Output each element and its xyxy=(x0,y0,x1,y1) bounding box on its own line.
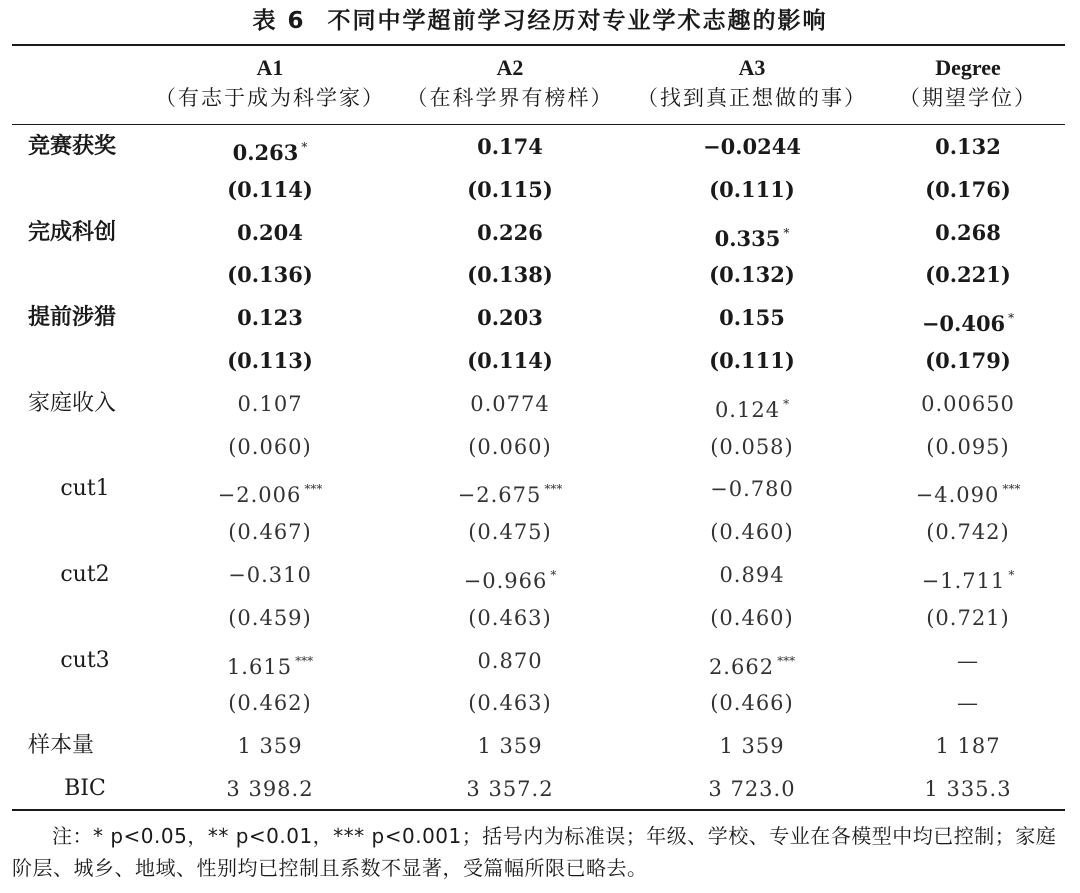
table-cell xyxy=(868,682,1068,725)
table-cell xyxy=(652,554,852,597)
table-cell xyxy=(170,169,370,212)
table-cell xyxy=(652,426,852,469)
row-label xyxy=(28,682,168,725)
cell-value: −0.406 xyxy=(921,311,1006,337)
table-title xyxy=(0,6,1080,36)
cell-value: (0.460) xyxy=(710,520,794,545)
significance-mark: *** xyxy=(295,653,314,668)
table-cell xyxy=(868,554,1068,597)
table-cell xyxy=(170,682,370,725)
table-cell xyxy=(868,725,1068,768)
cell-value: (0.462) xyxy=(228,691,312,716)
cell-value: 1 335.3 xyxy=(924,777,1012,801)
table-cell xyxy=(868,597,1068,640)
column-desc: （找到真正想做的事） xyxy=(637,86,867,110)
table-row xyxy=(0,340,1080,383)
cell-value: (0.113) xyxy=(227,348,313,373)
cell-value: 0.894 xyxy=(719,563,785,587)
table-cell xyxy=(868,768,1068,811)
column-code: A3 xyxy=(738,55,766,80)
column-code: A2 xyxy=(496,55,524,80)
cell-value: 3 357.2 xyxy=(466,777,554,801)
table-cell xyxy=(410,169,610,212)
cell-value: 3 723.0 xyxy=(708,777,796,801)
cell-value: 0.132 xyxy=(935,134,1001,159)
cell-value: −2.006 xyxy=(217,483,302,508)
table-cell xyxy=(652,511,852,554)
table-note: 注：* p<0.05，** p<0.01，*** p<0.001；括号内为标准误；年级、学校、专业在各模型中均已控制；家庭阶层、城乡、地域、性别均已控制且系数不显著，受篇幅所限已略去。 xyxy=(12,824,1057,880)
row-label: 样本量 xyxy=(28,733,95,759)
cell-value: (0.095) xyxy=(926,434,1010,459)
cell-value: −0.0244 xyxy=(703,134,801,159)
column-header-degree xyxy=(868,53,1068,115)
table-cell xyxy=(170,640,370,683)
cell-value: 1 359 xyxy=(237,734,303,759)
cell-value: 1 187 xyxy=(935,734,1001,759)
cell-value: 1.615 xyxy=(226,654,293,679)
column-code: Degree xyxy=(935,55,1001,80)
significance-mark: * xyxy=(783,225,790,240)
cell-value: — xyxy=(957,691,979,716)
table-caption: 不同中学超前学习经历对专业学术志趣的影响 xyxy=(327,8,828,34)
table-cell xyxy=(868,468,1068,511)
column-desc: （在科学界有榜样） xyxy=(406,86,614,110)
table-cell xyxy=(410,126,610,169)
table-cell xyxy=(652,340,852,383)
table-cell xyxy=(652,682,852,725)
cell-value: 3 398.2 xyxy=(226,777,314,801)
cell-value: (0.115) xyxy=(467,176,553,202)
table-cell xyxy=(170,383,370,426)
table-row xyxy=(0,169,1080,212)
significance-mark: * xyxy=(550,568,557,582)
table-cell xyxy=(410,640,610,683)
cell-value: (0.460) xyxy=(710,605,794,630)
cell-value: 0.123 xyxy=(237,305,303,331)
table-row xyxy=(0,682,1080,725)
row-label: cut2 xyxy=(60,562,110,587)
cell-value: 2.662 xyxy=(708,654,775,679)
table-cell xyxy=(652,383,852,426)
table-cell xyxy=(868,297,1068,340)
column-header-a1 xyxy=(155,53,385,115)
column-desc: （有志于成为科学家） xyxy=(155,86,385,110)
row-label xyxy=(28,340,168,383)
header-rule xyxy=(12,124,1065,125)
cell-value: (0.179) xyxy=(925,348,1011,373)
cell-value: (0.466) xyxy=(710,691,794,716)
cell-value: 0.335 xyxy=(714,225,781,251)
table-cell xyxy=(868,383,1068,426)
table-cell xyxy=(652,768,852,811)
table-cell xyxy=(652,725,852,768)
cell-value: (0.721) xyxy=(926,605,1010,630)
table-cell xyxy=(868,169,1068,212)
cell-value: 0.124 xyxy=(714,397,781,422)
table-cell xyxy=(868,254,1068,297)
cell-value: (0.058) xyxy=(710,434,794,459)
cell-value: −0.780 xyxy=(710,477,794,502)
table-cell xyxy=(652,468,852,511)
table-row xyxy=(0,768,1080,811)
table-row xyxy=(0,725,1080,768)
table-cell xyxy=(652,297,852,340)
table-row xyxy=(0,126,1080,169)
table-row xyxy=(0,511,1080,554)
row-label xyxy=(28,597,168,640)
table-cell xyxy=(410,511,610,554)
table-cell xyxy=(410,254,610,297)
table-cell xyxy=(652,169,852,212)
table-row xyxy=(0,297,1080,340)
table-cell xyxy=(410,297,610,340)
table-cell xyxy=(410,212,610,255)
cell-value: (0.114) xyxy=(227,176,313,202)
significance-mark: *** xyxy=(1002,482,1021,497)
significance-mark: * xyxy=(783,396,790,411)
table-cell xyxy=(170,597,370,640)
cell-value: (0.114) xyxy=(467,348,553,373)
row-label: 竞赛获奖 xyxy=(28,134,117,159)
table-row xyxy=(0,383,1080,426)
cell-value: (0.111) xyxy=(709,348,795,373)
table-cell xyxy=(410,383,610,426)
table-cell xyxy=(410,426,610,469)
cell-value: (0.463) xyxy=(468,691,552,716)
cell-value: — xyxy=(957,648,979,673)
cell-value: 1 359 xyxy=(719,734,785,759)
cell-value: (0.060) xyxy=(228,434,312,459)
row-label: cut3 xyxy=(60,647,110,673)
table-cell xyxy=(170,768,370,811)
table-cell xyxy=(410,554,610,597)
significance-mark: * xyxy=(1008,568,1015,582)
table-row xyxy=(0,554,1080,597)
table-cell xyxy=(170,212,370,255)
cell-value: 0.0774 xyxy=(470,391,550,416)
cell-value: −1.711 xyxy=(921,569,1006,593)
cell-value: 0.174 xyxy=(477,134,543,159)
cell-value: (0.138) xyxy=(467,262,553,288)
table-cell xyxy=(170,468,370,511)
table-cell xyxy=(868,212,1068,255)
cell-value: 0.107 xyxy=(237,391,303,416)
table-cell xyxy=(410,340,610,383)
significance-mark: * xyxy=(1008,311,1015,326)
table-cell xyxy=(652,126,852,169)
table-cell xyxy=(868,426,1068,469)
table-cell xyxy=(868,340,1068,383)
table-cell xyxy=(652,212,852,255)
table-cell xyxy=(868,126,1068,169)
table-row xyxy=(0,597,1080,640)
table-cell xyxy=(170,725,370,768)
table-cell xyxy=(868,511,1068,554)
significance-mark: *** xyxy=(304,482,323,497)
row-label: BIC xyxy=(64,776,106,801)
cell-value: 1 359 xyxy=(477,734,543,759)
table-cell xyxy=(410,725,610,768)
cell-value: 0.00650 xyxy=(921,391,1015,416)
cell-value: (0.467) xyxy=(228,520,312,545)
cell-value: (0.221) xyxy=(925,262,1011,288)
row-label: 提前涉猎 xyxy=(28,305,117,331)
table-cell xyxy=(170,426,370,469)
table-row xyxy=(0,640,1080,683)
cell-value: 0.204 xyxy=(237,219,303,245)
row-label xyxy=(28,254,168,297)
table-cell xyxy=(170,126,370,169)
row-label xyxy=(28,426,168,469)
table-row xyxy=(0,212,1080,255)
bottom-rule xyxy=(12,809,1065,811)
cell-value: 0.263 xyxy=(232,140,299,165)
table-cell xyxy=(410,682,610,725)
cell-value: (0.132) xyxy=(709,262,795,288)
table-cell xyxy=(170,297,370,340)
cell-value: −4.090 xyxy=(915,483,1000,508)
table-cell xyxy=(868,640,1068,683)
row-label xyxy=(28,169,168,212)
table-cell xyxy=(170,554,370,597)
significance-mark: *** xyxy=(777,653,796,668)
table-cell xyxy=(410,468,610,511)
cell-value: (0.459) xyxy=(228,605,312,630)
table-row xyxy=(0,254,1080,297)
cell-value: 0.155 xyxy=(719,305,785,331)
cell-value: 0.268 xyxy=(935,219,1001,245)
table-row xyxy=(0,426,1080,469)
cell-value: 0.203 xyxy=(477,305,543,331)
row-label: 完成科创 xyxy=(28,219,117,245)
row-label xyxy=(28,511,168,554)
column-code: A1 xyxy=(256,55,284,80)
table-cell xyxy=(652,597,852,640)
column-header-a3 xyxy=(637,53,867,115)
cell-value: −0.310 xyxy=(228,563,312,587)
cell-value: (0.136) xyxy=(227,262,313,288)
table-cell xyxy=(170,511,370,554)
cell-value: −0.966 xyxy=(463,569,548,593)
table-number: 表 6 xyxy=(252,8,306,34)
column-desc: （期望学位） xyxy=(899,86,1037,110)
table-cell xyxy=(170,254,370,297)
cell-value: (0.060) xyxy=(468,434,552,459)
cell-value: 0.226 xyxy=(477,219,543,245)
table-cell xyxy=(170,340,370,383)
row-label: 家庭收入 xyxy=(28,390,117,416)
cell-value: −2.675 xyxy=(457,483,542,508)
table-cell xyxy=(410,597,610,640)
table-cell xyxy=(652,254,852,297)
cell-value: (0.463) xyxy=(468,605,552,630)
table-row xyxy=(0,468,1080,511)
cell-value: 0.870 xyxy=(477,648,543,673)
table-cell xyxy=(652,640,852,683)
significance-mark: *** xyxy=(544,482,563,497)
table-cell xyxy=(410,768,610,811)
significance-mark: * xyxy=(301,140,308,154)
cell-value: (0.176) xyxy=(925,176,1011,202)
row-label: cut1 xyxy=(60,476,110,502)
top-rule xyxy=(12,44,1065,46)
cell-value: (0.742) xyxy=(926,520,1010,545)
column-header-a2 xyxy=(406,53,614,115)
cell-value: (0.475) xyxy=(468,520,552,545)
cell-value: (0.111) xyxy=(709,176,795,202)
